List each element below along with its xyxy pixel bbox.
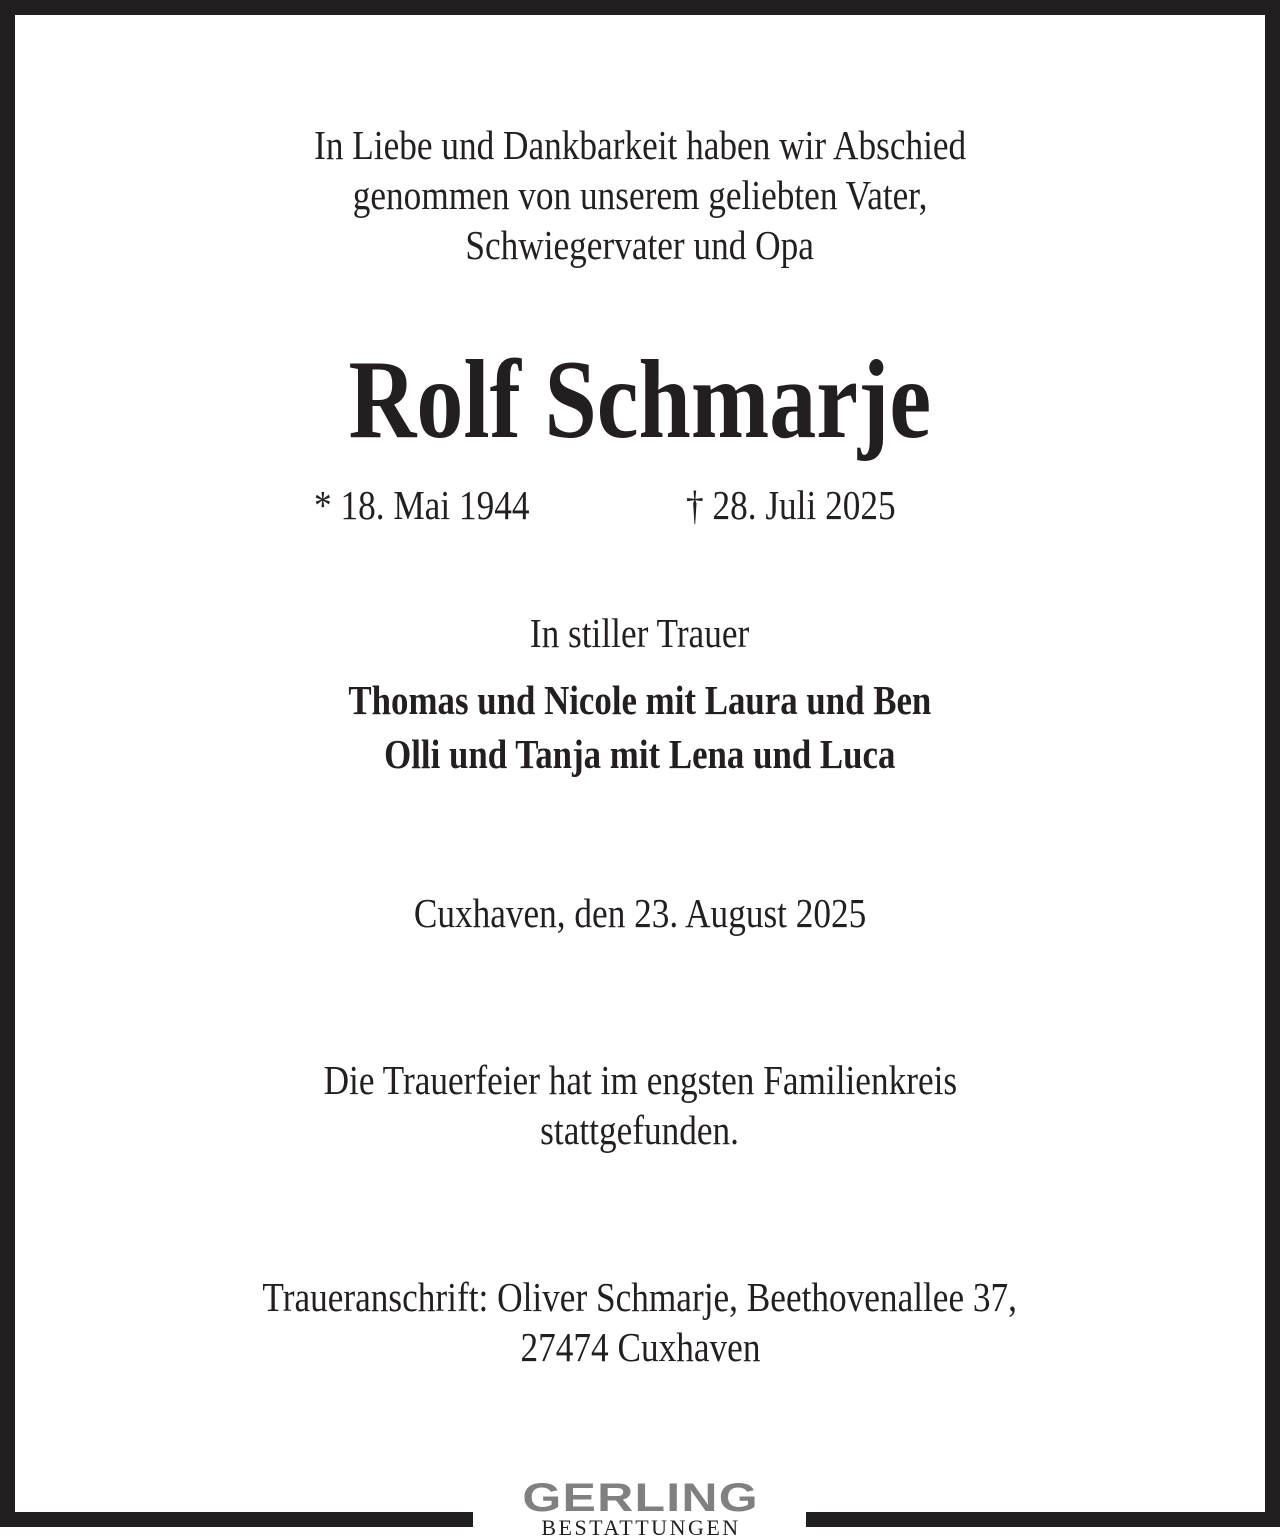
address-line: 27474 Cuxhaven — [520, 1324, 760, 1370]
address-line: Traueranschrift: Oliver Schmarje, Beethovenallee 37, — [262, 1274, 1018, 1320]
place-date: Cuxhaven, den 23. August 2025 — [413, 890, 867, 936]
frame-border-bottom-right — [806, 1512, 1280, 1527]
frame-border-top — [0, 0, 1280, 15]
mourning-heading: In stiller Trauer — [530, 610, 750, 656]
logo-subtitle: BESTATTUNGEN — [541, 1515, 741, 1540]
life-dates — [0, 478, 1280, 532]
ceremony-line: Die Trauerfeier hat im engsten Familienkreis — [323, 1057, 957, 1103]
intro-line: Schwiegervater und Opa — [465, 222, 815, 268]
deceased-name: Rolf Schmarje — [348, 338, 932, 462]
intro-line: genommen von unserem geliebten Vater, — [352, 172, 928, 218]
mourner-line: Thomas und Nicole mit Laura und Ben — [348, 677, 932, 723]
death-date: † 28. Juli 2025 — [686, 482, 896, 528]
frame-border-bottom-left — [0, 1512, 473, 1527]
intro-line: In Liebe und Dankbarkeit haben wir Abschied — [313, 122, 967, 168]
ceremony-line: stattgefunden. — [540, 1107, 740, 1153]
birth-date: * 18. Mai 1944 — [314, 482, 530, 528]
mourner-line: Olli und Tanja mit Lena und Luca — [384, 731, 896, 777]
logo-brand: GERLING — [522, 1476, 760, 1520]
